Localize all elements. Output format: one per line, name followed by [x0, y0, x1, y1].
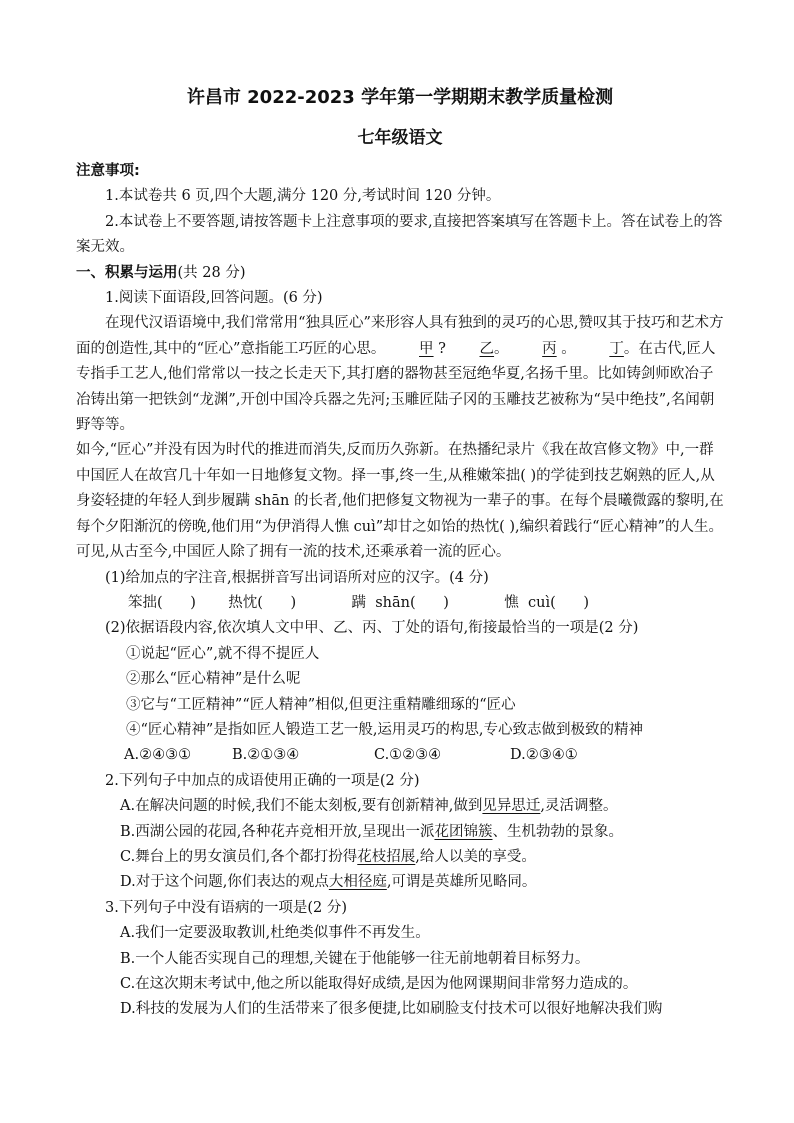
q1-paragraph-1-intro: 在现代汉语语境中,我们常常用“独具匠心”来形容人具有独到的灵巧的心思,赞叹其于技巧和艺术方面的创造性,其中的“匠心”意指能工巧匠的心思。	[76, 315, 724, 357]
idiom: 花团锦簇	[434, 823, 493, 840]
choice-3: ③它与“工匠精神”“匠人精神”相似,但更注重精雕细琢的“匠心	[126, 696, 516, 713]
q1-paragraph-2: 如今,“匠心”并没有因为时代的推进而消失,反而历久弥新。在热播纪录片《我在故宫修文物》中,一群中国匠人在故宫几十年如一日地修复文物。择一事,终一生,从稚嫩笨拙( )的学徒到技艺娴熟的匠人,从身姿轻捷的年轻人到步履蹒 shān 的长者,他们把修复文物视为一辈子的事。在每个晨曦微露的黎明,在每个夕阳渐沉的傍晚,他们用“为伊消得人憔 cuì”却甘之如饴的热忱( ),编织着践行“匠心精神”的人生。可见,从古至今,中国匠人除了拥有一流的技术,还乘承着一流的匠心。	[76, 442, 724, 561]
idiom: 见异思迁	[482, 798, 541, 815]
option-text: C.舞台上的男女演员们,各个都打扮得	[120, 848, 358, 865]
notes-item-2: 2.本试卷上不要答题,请按答题卡上注意事项的要求,直接把答案填写在答题卡上。答在试卷上的答案无效。	[76, 213, 723, 256]
blank-ding: 丁	[609, 340, 624, 357]
blank-bing: 丙	[542, 340, 557, 357]
q1-sub1-stem: (1)给加点的字注音,根据拼音写出词语所对应的汉字。(4 分)	[105, 569, 489, 586]
choice-1: ①说起“匠心”,就不得不提匠人	[126, 645, 320, 662]
idiom: 大相径庭	[328, 874, 387, 891]
option-text: 、生机勃勃的景象。	[492, 823, 623, 840]
choice-2: ②那么“匠心精神”是什么呢	[126, 671, 301, 688]
blank-sep: 。	[494, 340, 509, 357]
option-b: B.②①③④	[232, 747, 300, 764]
choice-4: ④“匠心精神”是指如匠人锻造工艺一般,运用灵巧的构思,专心致志做到极致的精神	[126, 721, 644, 738]
exam-title: 许昌市 2022-2023 学年第一学期期末教学质量检测	[186, 87, 614, 108]
q3-option-b: B.一个人能否实现自己的理想,关键在于他能够一往无前地朝着目标努力。	[120, 950, 590, 967]
q3-option-a: A.我们一定要汲取教训,杜绝类似事件不再发生。	[120, 925, 430, 942]
q2-option-b	[76, 820, 724, 845]
option-text: ,可谓是英雄所见略同。	[386, 874, 537, 891]
section-heading	[76, 261, 724, 286]
q2-option-a	[76, 794, 724, 819]
q1-paragraph-1-body: 在古代,匠人专指手工艺人,他们常常以一技之长走天下,其打磨的器物甚至冠绝华夏,名扬千里。比如铸剑师欧冶子冶铸出第一把铁剑“龙渊”,开创中国冷兵器之先河;玉雕匠陆子冈的玉雕技艺被称为“吴中绝技”,名闻朝野等等。	[76, 340, 716, 434]
blank-sep: 。	[623, 340, 639, 357]
q1-sub2-stem: (2)依据语段内容,依次填人文中甲、乙、丙、丁处的语句,衔接最恰当的一项是(2 分)	[105, 620, 639, 637]
blank-sep: 。	[561, 340, 576, 357]
q3-option-d: D.科技的发展为人们的生活带来了很多便捷,比如刷脸支付技术可以很好地解决我们购	[120, 1001, 663, 1018]
blank-jia: 甲	[419, 340, 434, 357]
option-a: A.②④③①	[124, 747, 192, 764]
q3-option-c: C.在这次期末考试中,他之所以能取得好成绩,是因为他网课期间非常努力造成的。	[120, 976, 638, 992]
exam-subtitle: 七年级语文	[357, 128, 443, 148]
section-points: (共 28 分)	[177, 264, 246, 281]
q2-option-c	[76, 845, 724, 870]
notes-heading: 注意事项:	[76, 163, 140, 179]
blank-yi: 乙	[479, 340, 495, 357]
option-text: D.对于这个问题,你们表达的观点	[120, 874, 329, 891]
option-c: C.①②③④	[374, 747, 442, 764]
q1-options	[76, 743, 724, 768]
q1-paragraph-1	[76, 311, 724, 438]
option-text: ,灵活调整。	[540, 798, 618, 815]
option-text: B.西湖公园的花园,各种花卉竞相开放,呈现出一派	[120, 823, 435, 840]
section-title: 一、积累与运用	[76, 264, 178, 281]
blank-sep: ?	[438, 340, 446, 357]
q1-stem: 1.阅读下面语段,回答问题。(6 分)	[105, 290, 323, 307]
notes-item-1: 1.本试卷共 6 页,四个大题,满分 120 分,考试时间 120 分钟。	[105, 188, 501, 205]
q2-option-d	[76, 870, 724, 895]
idiom: 花枝招展	[357, 848, 416, 865]
q3-stem: 3.下列句子中没有语病的一项是(2 分)	[105, 899, 347, 916]
option-text: ,给人以美的享受。	[415, 848, 536, 865]
option-text: A.在解决问题的时候,我们不能太刻板,要有创新精神,做到	[120, 798, 483, 815]
option-d: D.②③④①	[510, 747, 578, 764]
q2-stem: 2.下列句子中加点的成语使用正确的一项是(2 分)	[105, 772, 420, 789]
q1-sub1-fill-row: 笨拙( ) 热忱( ) 蹒 shān( ) 憔 cuì( )	[128, 594, 590, 611]
